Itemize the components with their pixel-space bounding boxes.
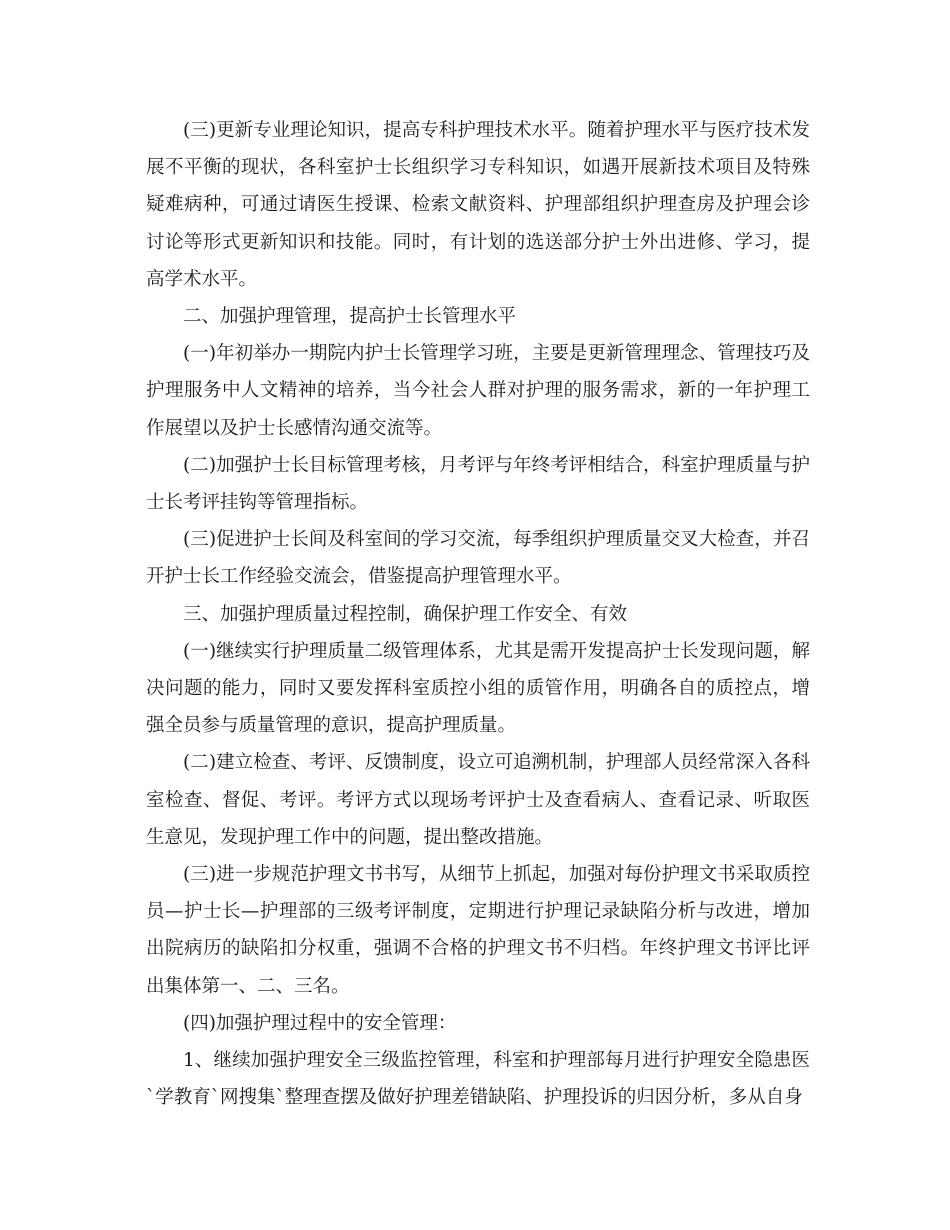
- paragraph-target-assessment: (二)加强护士长目标管理考核，月考评与年终考评相结合，科室护理质量与护士长考评挂钩等管理指标。: [146, 454, 810, 514]
- paragraph-exchange: (三)促进护士长间及科室间的学习交流，每季组织护理质量交叉大检查，并召开护士长工作经验交流会，借鉴提高护理管理水平。: [146, 529, 810, 588]
- section-heading-management: 二、加强护理管理，提高护士长管理水平: [183, 306, 517, 328]
- paragraph-nursing-documents: (三)进一步规范护理文书书写，从细节上抓起，加强对每份护理文书采取质控员—护士长—护理部的三级考评制度，定期进行护理记录缺陷分析与改进，增加出院病历的缺陷扣分权重，强调不合格的护理文书不归档。年终护理文书评比评出集体第一、二、三名。: [146, 864, 810, 997]
- section-heading-quality-control: 三、加强护理质量过程控制，确保护理工作安全、有效: [183, 603, 628, 625]
- section-heading-safety: (四)加强护理过程中的安全管理：: [183, 1012, 457, 1034]
- paragraph-two-level-system: (一)继续实行护理质量二级管理体系，尤其是需开发提高护士长发现问题，解决问题的能力，同时又要发挥科室质控小组的质管作用，明确各自的质控点，增强全员参与质量管理的意识，提高护理质量。: [146, 640, 810, 737]
- paragraph-training-class: (一)年初举办一期院内护士长管理学习班，主要是更新管理理念、管理技巧及护理服务中人文精神的培养，当今社会人群对护理的服务需求，新的一年护理工作展望以及护士长感情沟通交流等。: [146, 343, 810, 439]
- paragraph-inspection-system: (二)建立检查、考评、反馈制度，设立可追溯机制，护理部人员经常深入各科室检查、督促、考评。考评方式以现场考评护士及查看病人、查看记录、听取医生意见，发现护理工作中的问题，提出整改措施。: [146, 752, 810, 848]
- document-body: [146, 112, 810, 1116]
- paragraph-safety-monitoring: 1、继续加强护理安全三级监控管理，科室和护理部每月进行护理安全隐患医`学教育`网搜集`整理查摆及做好护理差错缺陷、护理投诉的归因分析，多从自身: [146, 1050, 810, 1109]
- paragraph-update-knowledge: (三)更新专业理论知识，提高专科护理技术水平。随着护理水平与医疗技术发展不平衡的现状，各科室护士长组织学习专科知识，如遇开展新技术项目及特殊疑难病种，可通过请医生授课、检索文献资料、护理部组织护理查房及护理会诊讨论等形式更新知识和技能。同时，有计划的选送部分护士外出进修、学习，提高学术水平。: [146, 120, 810, 290]
